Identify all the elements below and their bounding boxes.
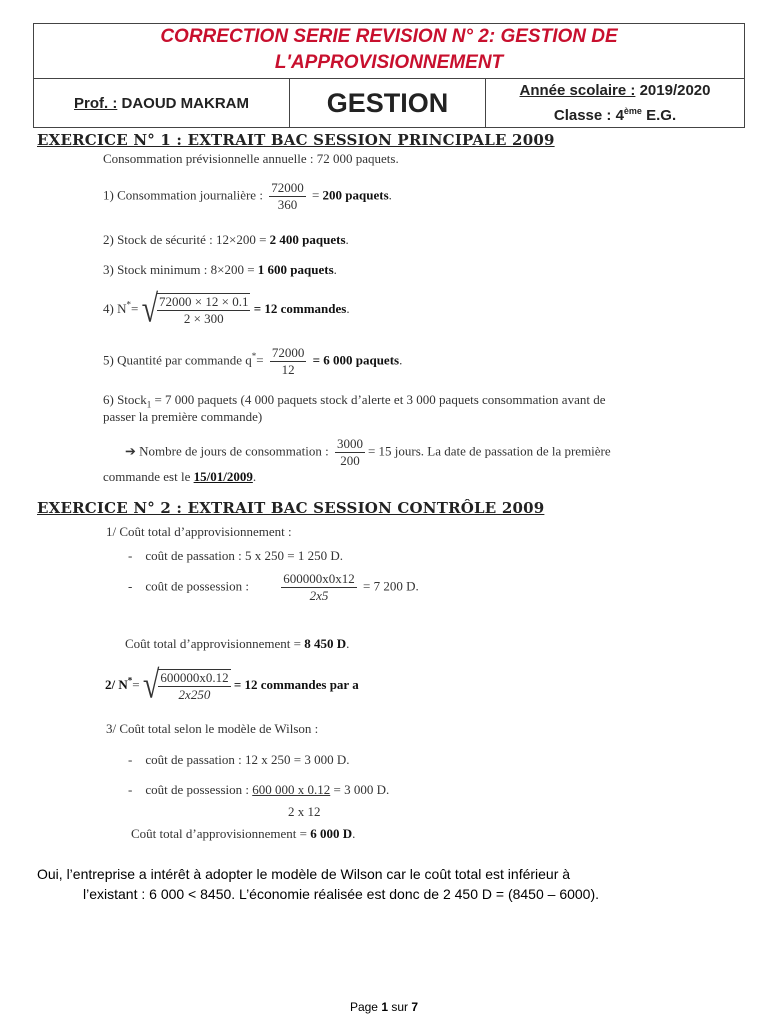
page-footer: Page 1 sur 7	[349, 1000, 419, 1014]
arrow-icon: ➔	[125, 443, 136, 459]
conclusion-line2: l’existant : 6 000 < 8450. L’économie réalisée est donc de 2 450 D = (8450 – 6000).	[83, 886, 600, 902]
conclusion-line1: Oui, l’entreprise a intérêt à adopter le modèle de Wilson car le coût total est inférieur à	[37, 866, 571, 882]
ex2-p1-possession: - coût de possession : $\frac{600000x0x12}{2x5}$ = 7 200 D.	[128, 571, 419, 603]
ex1-date: commande est le 15/01/2009.	[103, 469, 257, 484]
ex2-p3-possession: - coût de possession : 600 000 x 0.12 = 3 000 D.	[128, 782, 390, 797]
ex1-q6-line1: 6) Stock$_1$ = 7 000 paquets (4 000 paquets stock d’alerte et 3 000 paquets consommation avant de	[103, 392, 606, 410]
ex2-p1-total: Coût total d’approvisionnement = 8 450 D.	[125, 636, 350, 651]
ex2-part3-title: 3/ Coût total selon le modèle de Wilson :	[106, 721, 319, 736]
prof-label: Prof. :	[73, 94, 118, 112]
ex2-part2: 2/ N*= √ $\frac{600000x0.12}{2x250}$ = 12 commandes par a	[105, 663, 359, 707]
subject-cell	[290, 79, 486, 127]
document-title-line1: CORRECTION SERIE REVISION N° 2: GESTION DE	[160, 26, 618, 47]
class-level: Classe : 4ème E.G.	[553, 106, 677, 124]
ex2-part1-title: 1/ Coût total d’approvisionnement :	[106, 524, 292, 539]
p1-possession-fraction: $\frac{600000x0x12}{2x5}$	[283, 571, 355, 603]
ex1-q3: 3) Stock minimum : 8×200 = 1 600 paquets.	[103, 262, 337, 277]
ex1-q2: 2) Stock de sécurité : 12×200 = 2 400 paquets.	[103, 232, 349, 247]
subject-title: GESTION	[326, 87, 449, 118]
days-fraction: $\frac{3000}{200}$	[336, 436, 363, 468]
document-header	[33, 23, 745, 128]
ex2-p3-possession-den: 2 x 12	[288, 804, 321, 819]
ex1-q6-line2: passer la première commande)	[103, 409, 263, 424]
prof-name: DAOUD MAKRAM	[121, 94, 249, 112]
ex2-p1-passation: - coût de passation : 5 x 250 = 1 250 D.	[128, 548, 343, 563]
exercise1-title: EXERCICE N° 1 : EXTRAIT BAC SESSION PRINCIPALE 2009	[37, 131, 555, 149]
page-total: 7	[411, 1000, 419, 1014]
professor-cell	[34, 79, 290, 127]
page-number: 1	[381, 1000, 388, 1014]
title-row	[34, 24, 744, 79]
p2-sqrt: √ $\frac{600000x0.12}{2x250}$	[142, 663, 229, 707]
exercise2-title: EXERCICE N° 2 : EXTRAIT BAC SESSION CONTRÔLE 2009	[37, 499, 545, 517]
q4-sqrt: √ $\frac{72000 \times 12 \times 0.1}{2 \times 300}$	[141, 287, 249, 331]
ex1-q5: 5) Quantité par commande q*= $\frac{72000}{12}$ = 6 000 paquets.	[103, 345, 403, 377]
ex1-days: ➔ Nombre de jours de consommation : $\frac{3000}{200}$ = 15 jours. La date de passation de la première	[125, 436, 611, 468]
ex1-q4: 4) N*= √ $\frac{72000 \times 12 \times 0.1}{2 \times 300}$ = 12 commandes.	[103, 287, 350, 331]
info-row	[34, 79, 744, 127]
ex1-q1: 1) Consommation journalière : $\frac{72000}{360}$ = 200 paquets.	[103, 180, 392, 212]
q5-fraction: $\frac{72000}{12}$	[271, 345, 305, 377]
year-class-cell	[486, 79, 744, 127]
q1-fraction: $\frac{72000}{360}$	[271, 180, 304, 212]
ex2-p3-total: Coût total d’approvisionnement = 6 000 D.	[131, 826, 356, 841]
school-year: Année scolaire : 2019/2020	[519, 82, 711, 99]
ex1-intro: Consommation prévisionnelle annuelle : 72 000 paquets.	[103, 151, 399, 166]
conclusion	[37, 864, 727, 904]
ex2-p3-passation: - coût de passation : 12 x 250 = 3 000 D.	[128, 752, 350, 767]
document-title-line2: L'APPROVISIONNEMENT	[274, 52, 504, 73]
